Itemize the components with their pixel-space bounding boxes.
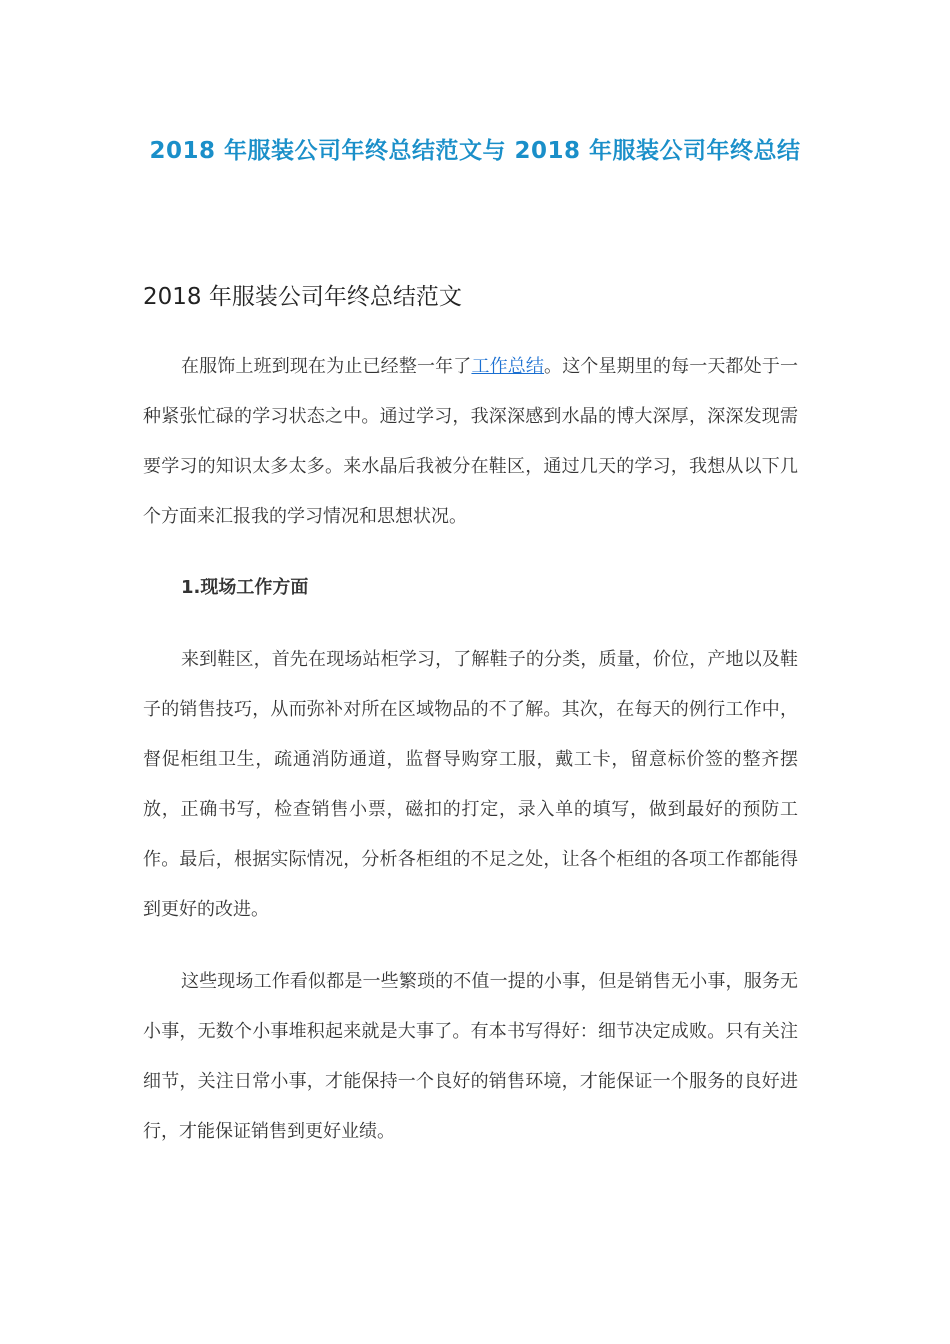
section-title: 2018 年服装公司年终总结范文 [143, 284, 462, 310]
paragraph-onsite-work: 来到鞋区，首先在现场站柜学习，了解鞋子的分类，质量，价位，产地以及鞋子的销售技巧，从而弥补对所在区域物品的不了解。其次，在每天的例行工作中，督促柜组卫生，疏通消防通道，监督导购穿工服，戴工卡，留意标价签的整齐摆放，正确书写，检查销售小票，磁扣的打定，录入单的填写，做到最好的预防工作。最后，根据实际情况，分析各柜组的不足之处，让各个柜组的各项工作都能得到更好的改进。 [143, 649, 798, 920]
subheading-onsite-work: 1.现场工作方面 [181, 577, 309, 598]
document-title: 2018 年服装公司年终总结范文与 2018 年服装公司年终总结 [149, 138, 801, 164]
work-summary-link[interactable]: 工作总结 [471, 356, 545, 377]
paragraph-details: 这些现场工作看似都是一些繁琐的不值一提的小事，但是销售无小事，服务无小事，无数个小事堆积起来就是大事了。有本书写得好：细节决定成败。只有关注细节，关注日常小事，才能保持一个良好的销售环境，才能保证一个服务的良好进行，才能保证销售到更好业绩。 [143, 971, 798, 1142]
paragraph-intro-text-before: 在服饰上班到现在为止已经整一年了 [181, 356, 472, 377]
paragraph-intro-text-after: 。这个星期里的每一天都处于一种紧张忙碌的学习状态之中。通过学习，我深深感到水晶的博大深厚，深深发现需要学习的知识太多太多。来水晶后我被分在鞋区，通过几天的学习，我想从以下几个方面来汇报我的学习情况和思想状况。 [143, 356, 799, 527]
paragraph-intro [143, 342, 798, 542]
